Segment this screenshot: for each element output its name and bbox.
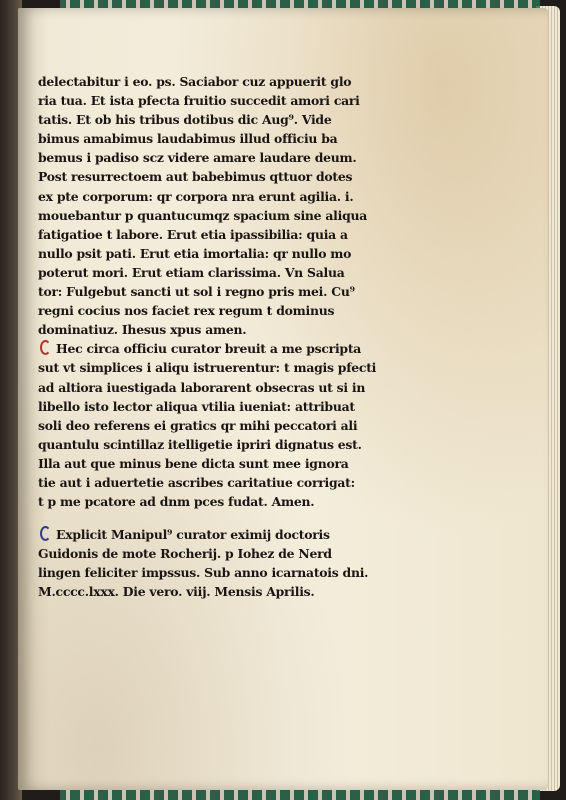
text-line: Post resurrectoem aut babebimus qttuor dotes xyxy=(38,169,353,185)
text-line: regni cocius nos faciet rex regum t dominus xyxy=(38,303,335,319)
text-line-content: Hec circa officiu curator breuit a me pscripta xyxy=(56,341,362,357)
text-line: mouebantur p quantucumqz spacium sine aliqua xyxy=(38,207,368,223)
text-line: delectabitur i eo. ps. Saciabor cuz appuerit glo xyxy=(38,74,352,89)
paragraph-1 xyxy=(38,72,378,339)
text-line: nullo psit pati. Erut etia imortalia: qr nullo mo xyxy=(38,245,352,261)
text-line: lingen feliciter impssus. Sub anno icarnatois dni. xyxy=(38,565,369,581)
manuscript-page xyxy=(18,8,548,790)
paragraph-2 xyxy=(38,339,378,511)
text-block xyxy=(38,72,378,602)
text-line: M.cccc.lxxx. Die vero. viij. Mensis Aprilis. xyxy=(38,584,315,600)
red-initial-icon xyxy=(38,339,54,356)
text-line: bemus i padiso scz videre amare laudare deum. xyxy=(38,150,357,166)
text-line: tie aut i aduertetie ascribes caritatiue corrigat: xyxy=(38,474,355,490)
text-line: bimus amabimus laudabimus illud officiu ba xyxy=(38,131,338,147)
text-line: tor: Fulgebut sancti ut sol i regno pris mei. Cu⁹ xyxy=(38,284,355,300)
text-line: libello isto lector aliqua vtilia iueniat: attribuat xyxy=(38,398,355,414)
text-line: sut vt simplices i aliqu istruerentur: t magis pfecti xyxy=(38,360,377,376)
text-line: ex pte corporum: qr corpora nra erunt agilia. i. xyxy=(38,188,354,204)
text-line xyxy=(38,525,378,544)
blue-initial-icon xyxy=(38,525,54,542)
text-line: dominatiuz. Ihesus xpus amen. xyxy=(38,322,247,338)
text-line: ad altiora iuestigada laborarent obsecras ut si in xyxy=(38,379,366,395)
text-line-content: Explicit Manipul⁹ curator eximij doctoris xyxy=(56,527,330,543)
text-line: t p me pcatore ad dnm pces fudat. Amen. xyxy=(38,494,315,510)
text-line: Illa aut que minus bene dicta sunt mee ignora xyxy=(38,455,349,471)
text-line: tatis. Et ob his tribus dotibus dic Aug⁹. Vide xyxy=(38,112,332,128)
text-line: poterut mori. Erut etiam clarissima. Vn Salua xyxy=(38,264,345,280)
text-line: quantulu scintillaz itelligetie ipriri dignatus est. xyxy=(38,436,362,452)
colophon xyxy=(38,525,378,601)
text-line: Guidonis de mote Rocherij. p Iohez de Nerd xyxy=(38,546,332,562)
text-line: soli deo referens ei gratics qr mihi peccatori ali xyxy=(38,417,358,433)
text-line: ria tua. Et ista pfecta fruitio succedit amori cari xyxy=(38,93,360,109)
text-line xyxy=(38,339,378,358)
text-line: fatigatioe t labore. Erut etia ipassibilia: quia a xyxy=(38,226,348,242)
